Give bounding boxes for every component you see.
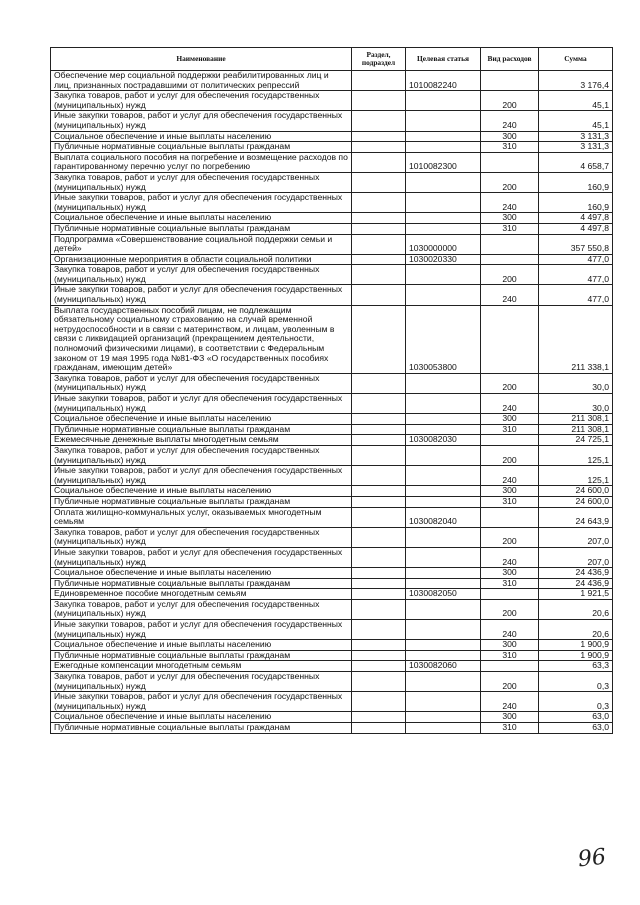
table-row xyxy=(51,435,613,446)
budget-table xyxy=(50,47,613,734)
cell-name: Единовременное пособие многодетным семьям xyxy=(51,589,352,600)
cell-target: 1030082060 xyxy=(406,661,481,672)
cell-name: Социальное обеспечение и иные выплаты населению xyxy=(51,486,352,497)
cell-section xyxy=(352,692,406,712)
cell-sum: 30,0 xyxy=(539,394,613,414)
cell-target xyxy=(406,672,481,692)
table-row xyxy=(51,213,613,224)
cell-target xyxy=(406,131,481,142)
header-target: Целевая статья xyxy=(406,48,481,71)
cell-kind: 200 xyxy=(481,527,539,547)
table-row xyxy=(51,661,613,672)
cell-name: Ежемесячные денежные выплаты многодетным семьям xyxy=(51,435,352,446)
cell-target xyxy=(406,466,481,486)
cell-sum: 24 436,9 xyxy=(539,578,613,589)
cell-kind: 300 xyxy=(481,414,539,425)
cell-name: Ежегодные компенсации многодетным семьям xyxy=(51,661,352,672)
cell-section xyxy=(352,373,406,393)
cell-section xyxy=(352,712,406,723)
cell-target xyxy=(406,172,481,192)
cell-target xyxy=(406,527,481,547)
cell-kind xyxy=(481,507,539,527)
cell-name: Закупка товаров, работ и услуг для обеспечения государственных (муниципальных) нужд xyxy=(51,445,352,465)
cell-target xyxy=(406,496,481,507)
cell-sum: 4 497,8 xyxy=(539,223,613,234)
cell-target xyxy=(406,394,481,414)
cell-sum: 477,0 xyxy=(539,254,613,265)
cell-kind: 240 xyxy=(481,466,539,486)
cell-section xyxy=(352,650,406,661)
cell-name: Социальное обеспечение и иные выплаты населению xyxy=(51,414,352,425)
cell-sum: 211 308,1 xyxy=(539,424,613,435)
cell-kind: 200 xyxy=(481,373,539,393)
cell-section xyxy=(352,547,406,567)
table-row xyxy=(51,285,613,305)
cell-target xyxy=(406,578,481,589)
cell-name: Организационные мероприятия в области социальной политики xyxy=(51,254,352,265)
cell-section xyxy=(352,394,406,414)
table-row xyxy=(51,620,613,640)
cell-sum: 125,1 xyxy=(539,445,613,465)
table-row xyxy=(51,466,613,486)
cell-section xyxy=(352,111,406,131)
cell-target xyxy=(406,91,481,111)
cell-target xyxy=(406,692,481,712)
cell-section xyxy=(352,640,406,651)
table-row xyxy=(51,650,613,661)
cell-section xyxy=(352,254,406,265)
cell-target xyxy=(406,424,481,435)
cell-name: Закупка товаров, работ и услуг для обеспечения государственных (муниципальных) нужд xyxy=(51,265,352,285)
cell-sum: 160,9 xyxy=(539,193,613,213)
cell-kind: 300 xyxy=(481,640,539,651)
cell-kind: 240 xyxy=(481,111,539,131)
cell-section xyxy=(352,193,406,213)
cell-name: Публичные нормативные социальные выплаты гражданам xyxy=(51,223,352,234)
cell-section xyxy=(352,507,406,527)
table-row xyxy=(51,547,613,567)
cell-name: Обеспечение мер социальной поддержки реабилитированных лиц и лиц, признанных пострадавшими от политических репрессий xyxy=(51,71,352,91)
cell-section xyxy=(352,223,406,234)
cell-name: Иные закупки товаров, работ и услуг для обеспечения государственных (муниципальных) нужд xyxy=(51,111,352,131)
cell-target xyxy=(406,712,481,723)
cell-target xyxy=(406,486,481,497)
cell-target: 1030053800 xyxy=(406,305,481,373)
cell-sum: 24 600,0 xyxy=(539,496,613,507)
cell-section xyxy=(352,414,406,425)
table-row xyxy=(51,568,613,579)
cell-target xyxy=(406,640,481,651)
cell-target: 1030082040 xyxy=(406,507,481,527)
cell-target xyxy=(406,620,481,640)
cell-section xyxy=(352,305,406,373)
cell-name: Подпрограмма «Совершенствование социальной поддержки семьи и детей» xyxy=(51,234,352,254)
cell-section xyxy=(352,152,406,172)
cell-name: Закупка товаров, работ и услуг для обеспечения государственных (муниципальных) нужд xyxy=(51,672,352,692)
cell-name: Иные закупки товаров, работ и услуг для обеспечения государственных (муниципальных) нужд xyxy=(51,394,352,414)
cell-target xyxy=(406,650,481,661)
cell-sum: 30,0 xyxy=(539,373,613,393)
table-row xyxy=(51,672,613,692)
cell-name: Оплата жилищно-коммунальных услуг, оказываемых многодетным семьям xyxy=(51,507,352,527)
cell-section xyxy=(352,496,406,507)
cell-sum: 45,1 xyxy=(539,111,613,131)
cell-sum: 24 725,1 xyxy=(539,435,613,446)
table-row xyxy=(51,234,613,254)
cell-kind: 200 xyxy=(481,265,539,285)
cell-kind: 240 xyxy=(481,394,539,414)
cell-target xyxy=(406,142,481,153)
cell-name: Закупка товаров, работ и услуг для обеспечения государственных (муниципальных) нужд xyxy=(51,91,352,111)
cell-sum: 0,3 xyxy=(539,692,613,712)
cell-name: Иные закупки товаров, работ и услуг для обеспечения государственных (муниципальных) нужд xyxy=(51,692,352,712)
cell-sum: 45,1 xyxy=(539,91,613,111)
cell-target xyxy=(406,373,481,393)
cell-target xyxy=(406,599,481,619)
cell-kind: 310 xyxy=(481,496,539,507)
cell-kind xyxy=(481,152,539,172)
cell-sum: 207,0 xyxy=(539,527,613,547)
cell-name: Социальное обеспечение и иные выплаты населению xyxy=(51,213,352,224)
cell-target xyxy=(406,265,481,285)
cell-kind: 310 xyxy=(481,650,539,661)
table-row xyxy=(51,265,613,285)
cell-sum: 63,0 xyxy=(539,723,613,734)
cell-target: 1030082030 xyxy=(406,435,481,446)
cell-kind: 310 xyxy=(481,723,539,734)
cell-sum: 20,6 xyxy=(539,599,613,619)
cell-name: Публичные нормативные социальные выплаты гражданам xyxy=(51,723,352,734)
cell-sum: 4 497,8 xyxy=(539,213,613,224)
cell-kind: 300 xyxy=(481,486,539,497)
table-row xyxy=(51,91,613,111)
cell-name: Социальное обеспечение и иные выплаты населению xyxy=(51,712,352,723)
cell-name: Иные закупки товаров, работ и услуг для обеспечения государственных (муниципальных) нужд xyxy=(51,547,352,567)
table-row xyxy=(51,152,613,172)
cell-section xyxy=(352,599,406,619)
cell-sum: 4 658,7 xyxy=(539,152,613,172)
cell-sum: 0,3 xyxy=(539,672,613,692)
table-row xyxy=(51,589,613,600)
cell-name: Публичные нормативные социальные выплаты гражданам xyxy=(51,496,352,507)
cell-sum: 477,0 xyxy=(539,285,613,305)
cell-target xyxy=(406,723,481,734)
cell-sum: 3 131,3 xyxy=(539,142,613,153)
cell-target: 1030000000 xyxy=(406,234,481,254)
table-row xyxy=(51,131,613,142)
cell-sum: 20,6 xyxy=(539,620,613,640)
cell-kind xyxy=(481,305,539,373)
cell-sum: 3 131,3 xyxy=(539,131,613,142)
table-row xyxy=(51,424,613,435)
cell-sum: 1 921,5 xyxy=(539,589,613,600)
cell-target: 1010082240 xyxy=(406,71,481,91)
cell-sum: 1 900,9 xyxy=(539,640,613,651)
cell-sum: 24 600,0 xyxy=(539,486,613,497)
header-section: Раздел, подраздел xyxy=(352,48,406,71)
cell-kind xyxy=(481,254,539,265)
cell-kind: 200 xyxy=(481,599,539,619)
cell-name: Социальное обеспечение и иные выплаты населению xyxy=(51,640,352,651)
cell-sum: 3 176,4 xyxy=(539,71,613,91)
cell-kind: 300 xyxy=(481,712,539,723)
cell-section xyxy=(352,486,406,497)
cell-section xyxy=(352,172,406,192)
cell-section xyxy=(352,578,406,589)
cell-name: Публичные нормативные социальные выплаты гражданам xyxy=(51,650,352,661)
cell-target: 1030082050 xyxy=(406,589,481,600)
cell-name: Иные закупки товаров, работ и услуг для обеспечения государственных (муниципальных) нужд xyxy=(51,285,352,305)
cell-kind: 300 xyxy=(481,131,539,142)
cell-sum: 477,0 xyxy=(539,265,613,285)
cell-target xyxy=(406,445,481,465)
cell-section xyxy=(352,620,406,640)
cell-target: 1030020330 xyxy=(406,254,481,265)
cell-name: Иные закупки товаров, работ и услуг для обеспечения государственных (муниципальных) нужд xyxy=(51,466,352,486)
cell-name: Выплата государственных пособий лицам, не подлежащим обязательному социальному страхованию на случай временной нетрудоспособности и в связи с материнством, и лицам, уволенным в связи с ликвидацией организаций (прекращением деятельности, полномочий физическими лицами), в соответствии с Федеральным законом от 19 мая 1995 года №81-ФЗ «О государственных пособиях гражданам, имеющим детей» xyxy=(51,305,352,373)
cell-name: Выплата социального пособия на погребение и возмещение расходов по гарантированному перечню услуг по погребению xyxy=(51,152,352,172)
cell-name: Иные закупки товаров, работ и услуг для обеспечения государственных (муниципальных) нужд xyxy=(51,620,352,640)
cell-name: Закупка товаров, работ и услуг для обеспечения государственных (муниципальных) нужд xyxy=(51,527,352,547)
cell-target xyxy=(406,111,481,131)
table-row xyxy=(51,496,613,507)
cell-target xyxy=(406,568,481,579)
cell-section xyxy=(352,589,406,600)
cell-name: Публичные нормативные социальные выплаты гражданам xyxy=(51,142,352,153)
cell-kind: 240 xyxy=(481,692,539,712)
cell-sum: 125,1 xyxy=(539,466,613,486)
cell-sum: 211 338,1 xyxy=(539,305,613,373)
table-row xyxy=(51,193,613,213)
table-row xyxy=(51,111,613,131)
table-row xyxy=(51,712,613,723)
cell-name: Закупка товаров, работ и услуг для обеспечения государственных (муниципальных) нужд xyxy=(51,172,352,192)
cell-section xyxy=(352,142,406,153)
cell-section xyxy=(352,131,406,142)
table-row xyxy=(51,527,613,547)
table-row xyxy=(51,486,613,497)
cell-kind xyxy=(481,71,539,91)
cell-sum: 160,9 xyxy=(539,172,613,192)
cell-name: Социальное обеспечение и иные выплаты населению xyxy=(51,131,352,142)
cell-kind: 240 xyxy=(481,193,539,213)
table-row xyxy=(51,445,613,465)
cell-target xyxy=(406,547,481,567)
cell-kind: 240 xyxy=(481,547,539,567)
table-row xyxy=(51,223,613,234)
cell-name: Публичные нормативные социальные выплаты гражданам xyxy=(51,578,352,589)
cell-name: Иные закупки товаров, работ и услуг для обеспечения государственных (муниципальных) нужд xyxy=(51,193,352,213)
cell-sum: 63,3 xyxy=(539,661,613,672)
cell-section xyxy=(352,661,406,672)
table-row xyxy=(51,142,613,153)
table-row xyxy=(51,507,613,527)
table-row xyxy=(51,71,613,91)
cell-target xyxy=(406,285,481,305)
cell-kind: 300 xyxy=(481,568,539,579)
table-header-row xyxy=(51,48,613,71)
cell-sum: 24 436,9 xyxy=(539,568,613,579)
cell-kind: 300 xyxy=(481,213,539,224)
cell-section xyxy=(352,91,406,111)
cell-kind: 310 xyxy=(481,578,539,589)
table-row xyxy=(51,640,613,651)
cell-kind xyxy=(481,435,539,446)
cell-section xyxy=(352,265,406,285)
cell-kind: 310 xyxy=(481,223,539,234)
cell-sum: 211 308,1 xyxy=(539,414,613,425)
header-sum: Сумма xyxy=(539,48,613,71)
cell-target: 1010082300 xyxy=(406,152,481,172)
cell-section xyxy=(352,285,406,305)
cell-section xyxy=(352,424,406,435)
cell-kind: 200 xyxy=(481,672,539,692)
cell-kind: 310 xyxy=(481,142,539,153)
cell-section xyxy=(352,71,406,91)
cell-name: Социальное обеспечение и иные выплаты населению xyxy=(51,568,352,579)
table-row xyxy=(51,254,613,265)
cell-section xyxy=(352,435,406,446)
header-name: Наименование xyxy=(51,48,352,71)
cell-kind: 240 xyxy=(481,620,539,640)
cell-name: Закупка товаров, работ и услуг для обеспечения государственных (муниципальных) нужд xyxy=(51,373,352,393)
cell-sum: 24 643,9 xyxy=(539,507,613,527)
cell-kind: 200 xyxy=(481,91,539,111)
cell-target xyxy=(406,414,481,425)
cell-section xyxy=(352,445,406,465)
table-row xyxy=(51,394,613,414)
cell-section xyxy=(352,213,406,224)
table-row xyxy=(51,723,613,734)
table-row xyxy=(51,305,613,373)
cell-section xyxy=(352,527,406,547)
table-row xyxy=(51,414,613,425)
cell-target xyxy=(406,213,481,224)
table-row xyxy=(51,692,613,712)
cell-target xyxy=(406,223,481,234)
table-row xyxy=(51,172,613,192)
table-row xyxy=(51,578,613,589)
cell-section xyxy=(352,672,406,692)
cell-section xyxy=(352,466,406,486)
cell-kind: 200 xyxy=(481,445,539,465)
cell-section xyxy=(352,234,406,254)
cell-sum: 1 900,9 xyxy=(539,650,613,661)
cell-section xyxy=(352,568,406,579)
cell-kind xyxy=(481,234,539,254)
cell-sum: 207,0 xyxy=(539,547,613,567)
cell-kind: 310 xyxy=(481,424,539,435)
cell-kind: 240 xyxy=(481,285,539,305)
cell-kind xyxy=(481,661,539,672)
cell-name: Публичные нормативные социальные выплаты гражданам xyxy=(51,424,352,435)
cell-sum: 63,0 xyxy=(539,712,613,723)
cell-kind xyxy=(481,589,539,600)
cell-name: Закупка товаров, работ и услуг для обеспечения государственных (муниципальных) нужд xyxy=(51,599,352,619)
header-kind: Вид расходов xyxy=(481,48,539,71)
table-row xyxy=(51,373,613,393)
cell-kind: 200 xyxy=(481,172,539,192)
table-row xyxy=(51,599,613,619)
cell-target xyxy=(406,193,481,213)
page-number: 96 xyxy=(576,844,608,873)
cell-sum: 357 550,8 xyxy=(539,234,613,254)
cell-section xyxy=(352,723,406,734)
